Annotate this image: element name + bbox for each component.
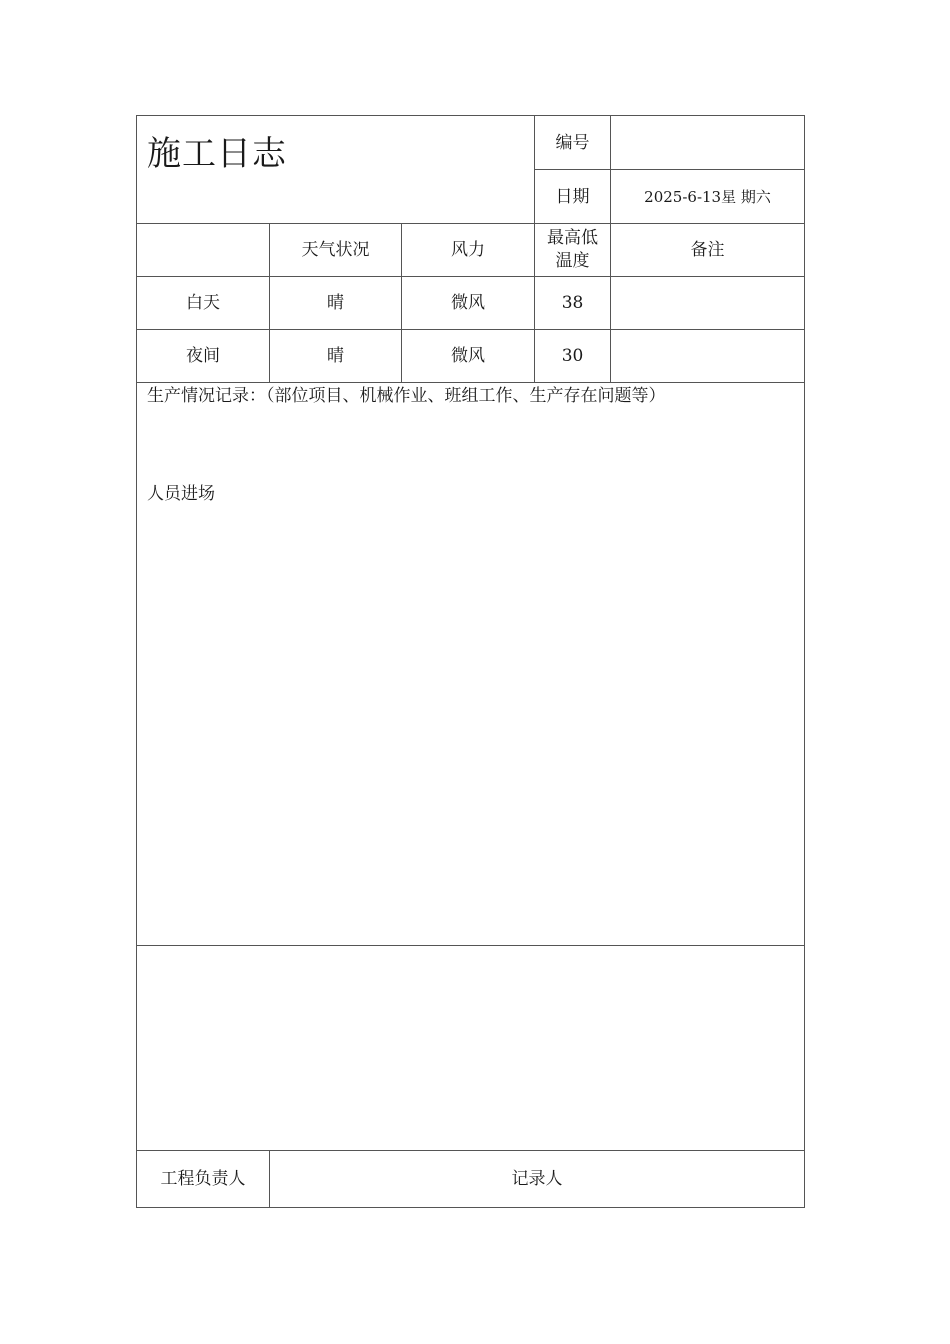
condition-cell[interactable] — [270, 277, 402, 330]
number-label-cell — [535, 116, 611, 170]
engineer-label: 工程负责人 — [160, 1168, 246, 1189]
weather-header-wind — [402, 224, 535, 277]
weather-header-condition — [270, 224, 402, 277]
period-label: 白天 — [186, 293, 220, 314]
condition-header: 天气状况 — [301, 240, 370, 261]
temperature-value: 30 — [561, 346, 584, 367]
construction-log-table — [136, 115, 805, 1208]
condition-cell[interactable] — [270, 330, 402, 383]
wind-cell[interactable] — [402, 277, 535, 330]
weather-header-remark — [611, 224, 805, 277]
log-title: 施工日志 — [147, 134, 287, 174]
remark-header: 备注 — [690, 240, 725, 261]
recorder-label: 记录人 — [511, 1168, 563, 1189]
wind-cell[interactable] — [402, 330, 535, 383]
weather-header-blank — [137, 224, 270, 277]
recorder-label-cell — [270, 1150, 805, 1207]
temperature-value: 38 — [561, 293, 584, 314]
temperature-cell[interactable] — [535, 277, 611, 330]
number-label: 编号 — [555, 132, 590, 153]
temperature-header-line2: 温度 — [555, 251, 590, 272]
remark-cell[interactable] — [611, 277, 805, 330]
date-label: 日期 — [555, 186, 590, 207]
wind-value: 微风 — [451, 346, 485, 367]
wind-value: 微风 — [451, 293, 485, 314]
condition-value: 晴 — [327, 346, 344, 367]
condition-value: 晴 — [327, 293, 344, 314]
date-label-cell — [535, 170, 611, 224]
wind-header: 风力 — [451, 240, 485, 261]
number-value-cell[interactable] — [611, 116, 805, 170]
production-record-heading: 生产情况记录：（部位项目、机械作业、班组工作、生产存在问题等） — [147, 386, 666, 407]
period-cell — [137, 330, 270, 383]
production-record-entry: 人员进场 — [147, 484, 215, 505]
temperature-header-line1: 最高低 — [547, 228, 599, 249]
production-record-cell[interactable] — [137, 383, 805, 946]
weather-header-temperature — [535, 224, 611, 277]
period-cell — [137, 277, 270, 330]
period-label: 夜间 — [186, 346, 220, 367]
weather-row-day — [137, 277, 805, 330]
notes-cell[interactable] — [137, 945, 805, 1150]
weather-row-night — [137, 330, 805, 383]
date-value-cell[interactable] — [611, 170, 805, 224]
remark-cell[interactable] — [611, 330, 805, 383]
engineer-label-cell — [137, 1150, 270, 1207]
log-title-cell — [137, 116, 535, 224]
temperature-cell[interactable] — [535, 330, 611, 383]
date-value: 2025-6-13星 期六 — [644, 187, 771, 206]
